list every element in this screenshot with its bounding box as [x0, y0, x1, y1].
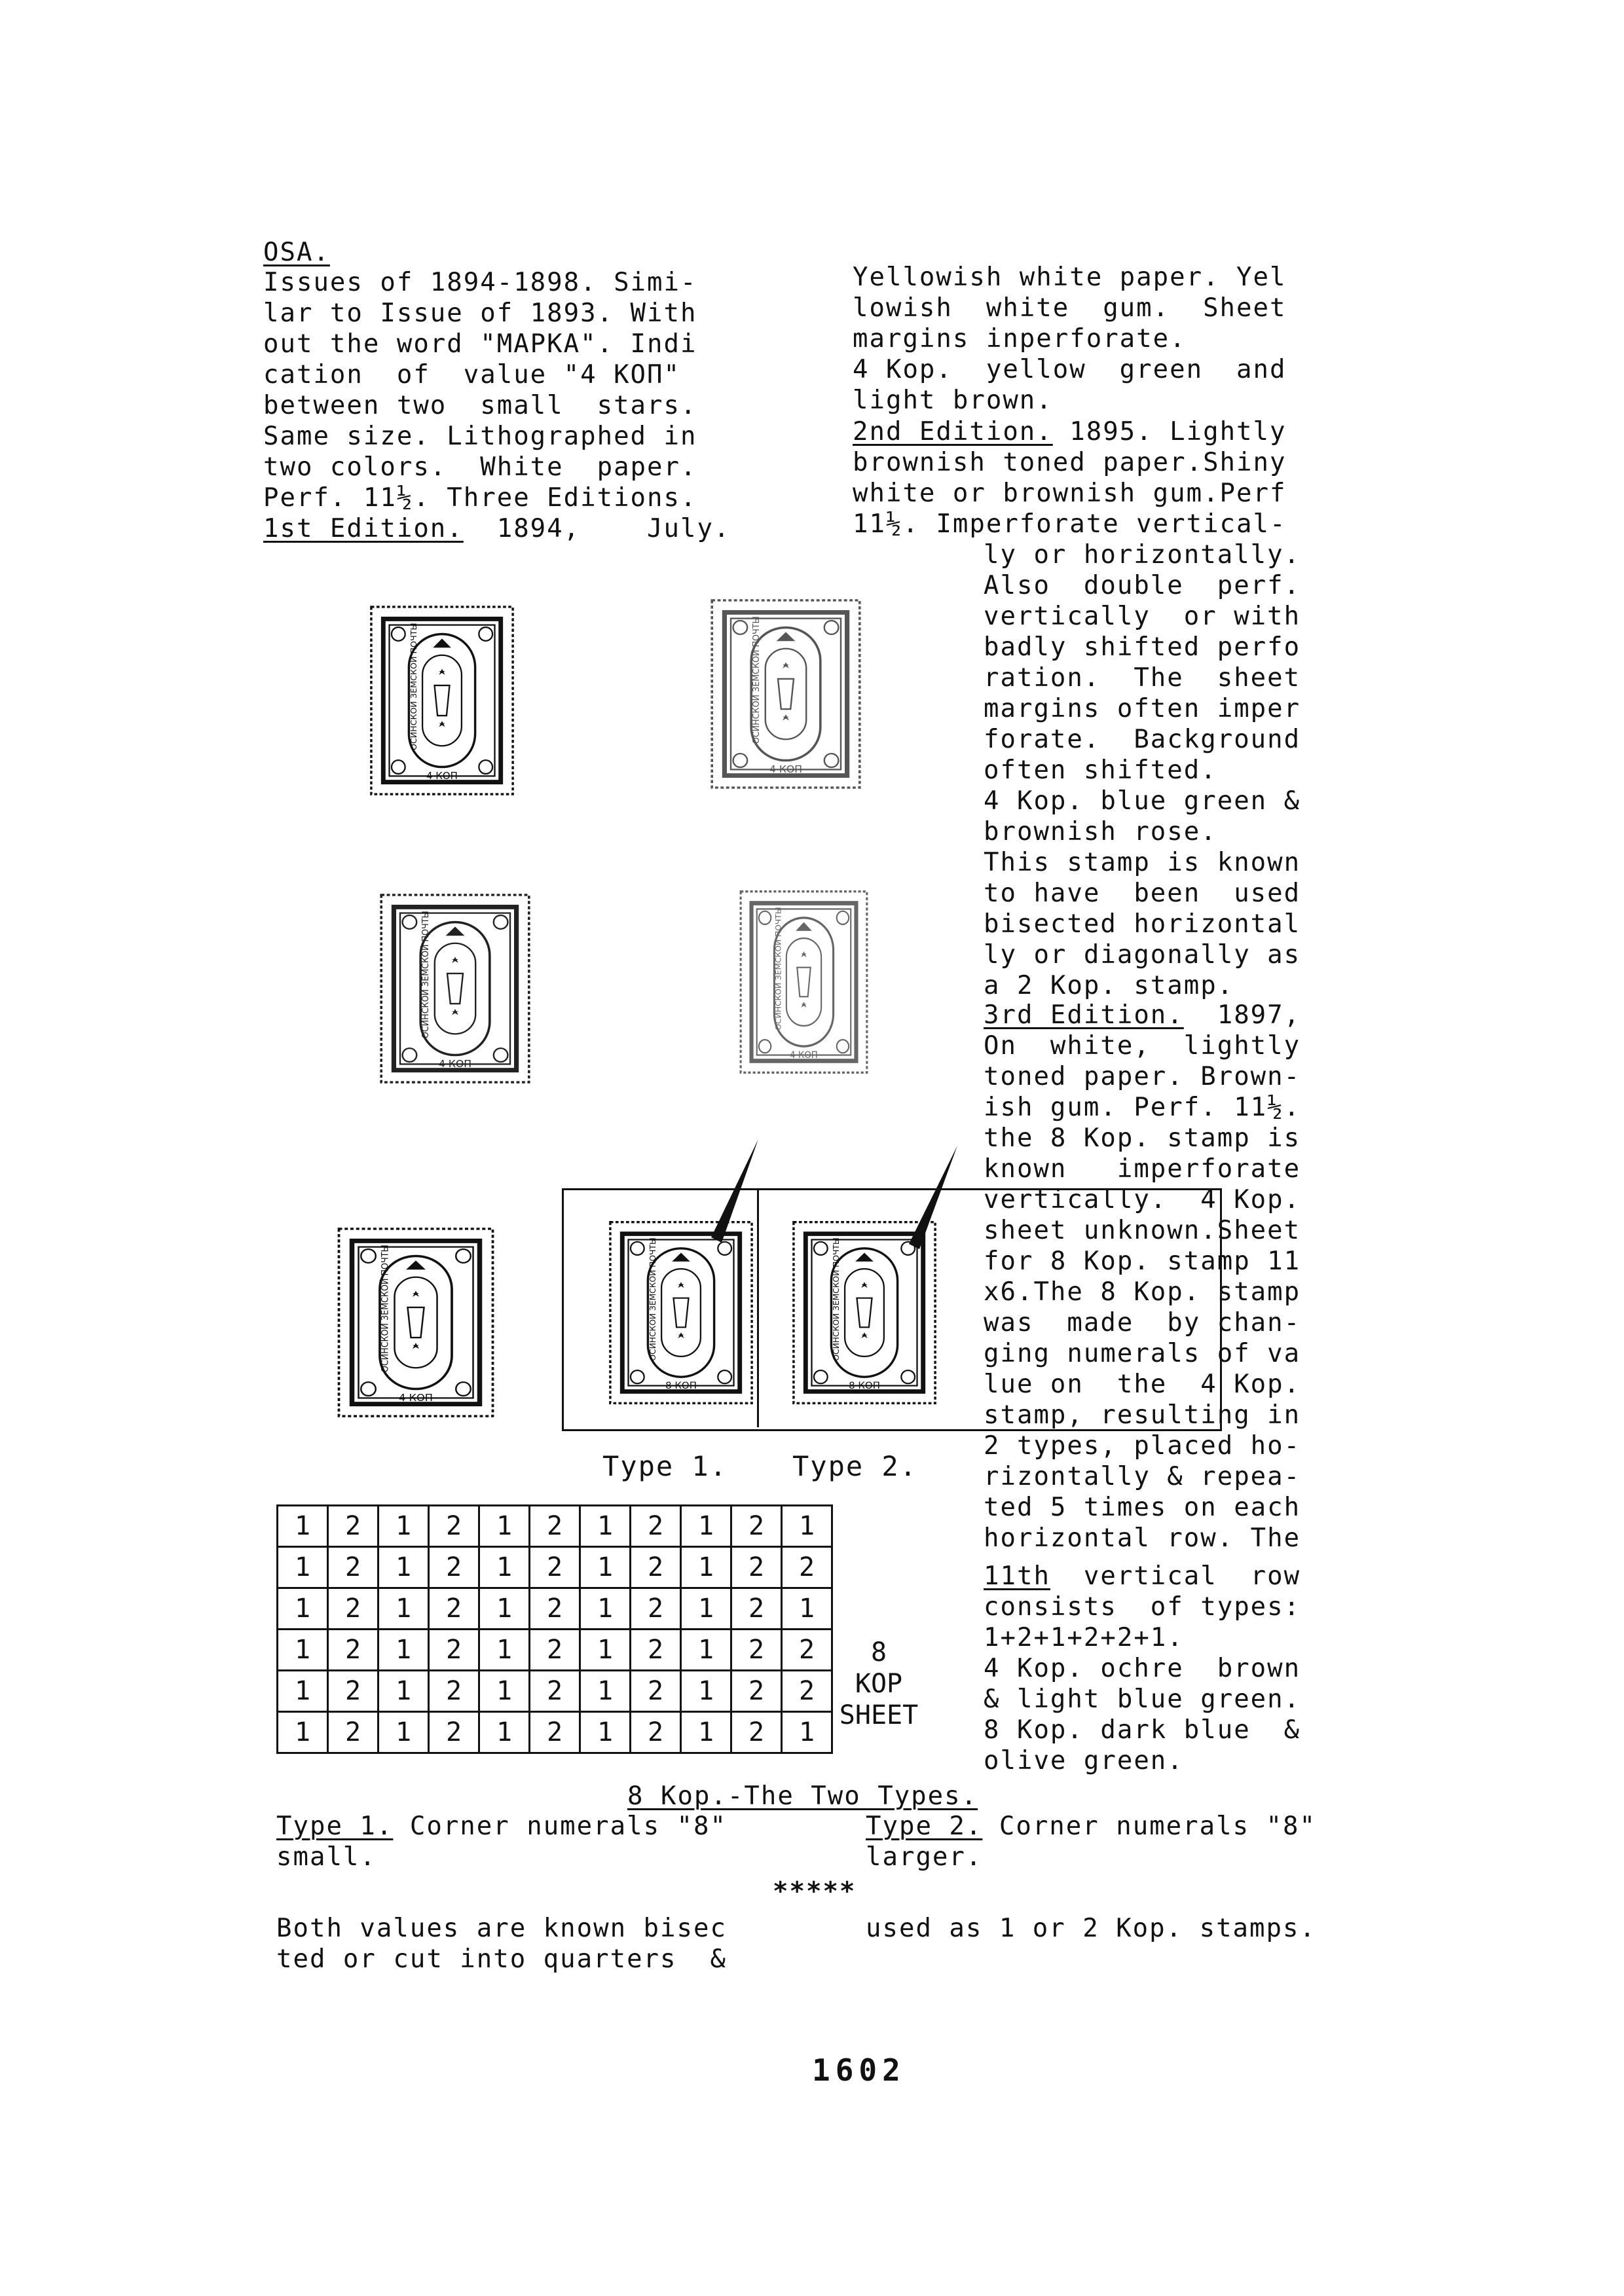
sheet-cell: 2 — [328, 1630, 378, 1671]
text-line: brownish toned paper.Shiny — [853, 448, 1287, 477]
sheet-cell: 2 — [530, 1588, 580, 1630]
sheet-row — [278, 1671, 832, 1712]
type1-label: Type 1. — [276, 1812, 394, 1841]
sheet-cell: 1 — [278, 1547, 328, 1588]
sheet-cell: 2 — [731, 1588, 782, 1630]
sheet-cell: 2 — [429, 1630, 479, 1671]
sheet-cell: 2 — [429, 1547, 479, 1588]
text-line: often shifted. — [984, 756, 1217, 785]
text-line: Issues of 1894-1898. Simi- — [263, 268, 697, 297]
pointer-arrow-type2-icon — [904, 1146, 963, 1264]
stamp-inscription-text: ОСИНСКОЙ ЗЕМСКОЙ ПОЧТЫ — [830, 1237, 841, 1361]
sheet-label-value: 8 — [870, 1637, 887, 1667]
text-line: badly shifted perfo — [984, 632, 1301, 662]
text-line: 4 Kop. blue green & — [984, 786, 1301, 816]
stamp-inscription-text: ОСИНСКОЙ ЗЕМСКОЙ ПОЧТЫ — [647, 1237, 657, 1361]
sheet-cell: 1 — [378, 1547, 429, 1588]
sheet-cell: 1 — [580, 1712, 631, 1753]
sheet-cell: 2 — [328, 1547, 378, 1588]
sheet-cell: 1 — [782, 1506, 832, 1547]
footer-left-1: Both values are known bisec — [276, 1914, 727, 1943]
sheet-row — [278, 1630, 832, 1671]
sheet-cell: 2 — [631, 1630, 681, 1671]
text-line: This stamp is known — [984, 848, 1301, 877]
sheet-cell: 1 — [681, 1547, 731, 1588]
stamp-value-text: 4 КОП — [790, 1049, 818, 1061]
sheet-row — [278, 1506, 832, 1547]
sheet-cell: 1 — [479, 1671, 530, 1712]
sheet-cell: 2 — [429, 1671, 479, 1712]
edition2-label: 2nd Edition. — [853, 417, 1053, 446]
sheet-label-word: SHEET — [839, 1700, 919, 1730]
text-line: ly or diagonally as — [984, 940, 1301, 970]
sheet-cell: 1 — [681, 1630, 731, 1671]
text-line: toned paper. Brown- — [984, 1062, 1301, 1091]
edition1-label: 1st Edition. — [263, 514, 464, 543]
stamp-inscription-text: ОСИНСКОЙ ЗЕМСКОЙ ПОЧТЫ — [380, 1245, 391, 1373]
text-line: white or brownish gum.Perf — [853, 479, 1287, 508]
sheet-cell: 1 — [681, 1671, 731, 1712]
sheet-row — [278, 1712, 832, 1753]
type2-caption: Type 2. — [792, 1450, 918, 1482]
text-line: for 8 Kop. stamp 11 — [984, 1247, 1301, 1276]
edition3-label: 3rd Edition. — [984, 1000, 1184, 1030]
eleventh-rest: vertical row — [1050, 1561, 1301, 1591]
sheet-cell: 1 — [378, 1588, 429, 1630]
sheet-cell: 2 — [530, 1547, 580, 1588]
sheet-cell: 1 — [782, 1588, 832, 1630]
text-line: was made by chan- — [984, 1308, 1301, 1338]
text-line: lue on the 4 Kop. — [984, 1370, 1301, 1399]
text-line: 11½. Imperforate vertical- — [853, 509, 1287, 539]
sheet-cell: 1 — [278, 1671, 328, 1712]
sheet-cell: 1 — [278, 1588, 328, 1630]
sheet-cell: 1 — [479, 1588, 530, 1630]
stamp-4kop-edition2-b — [737, 887, 871, 1077]
sheet-cell: 1 — [681, 1506, 731, 1547]
sheet-cell: 1 — [378, 1671, 429, 1712]
stamp-4kop-edition1-a — [367, 602, 517, 799]
sheet-row — [278, 1547, 832, 1588]
sheet-cell: 2 — [429, 1588, 479, 1630]
text-line: forate. Background — [984, 725, 1301, 754]
type2-label: Type 2. — [866, 1812, 983, 1841]
text-line: margins often imper — [984, 694, 1301, 723]
separator-stars: ***** — [773, 1877, 857, 1906]
sheet-cell: 1 — [580, 1671, 631, 1712]
sheet-row — [278, 1588, 832, 1630]
sheet-label-unit: KOP — [855, 1669, 903, 1699]
text-line: horizontal row. The — [984, 1523, 1301, 1553]
sheet-cell: 2 — [530, 1630, 580, 1671]
text-line: rizontally & repea- — [984, 1462, 1301, 1491]
stamp-value-text: 8 КОП — [849, 1380, 880, 1391]
edition2-date: 1895. Lightly — [1052, 417, 1287, 446]
sheet-cell: 2 — [782, 1671, 832, 1712]
sheet-cell: 2 — [328, 1506, 378, 1547]
sheet-cell: 1 — [580, 1588, 631, 1630]
sheet-cell: 2 — [731, 1712, 782, 1753]
sheet-cell: 2 — [782, 1547, 832, 1588]
type1-caption: Type 1. — [602, 1450, 728, 1482]
sheet-cell: 2 — [429, 1712, 479, 1753]
sheet-cell: 1 — [479, 1712, 530, 1753]
sheet-cell: 1 — [378, 1506, 429, 1547]
stamp-value-text: 4 КОП — [439, 1058, 471, 1070]
sheet-cell: 1 — [378, 1712, 429, 1753]
text-line: Same size. Lithographed in — [263, 422, 697, 451]
text-line: Yellowish white paper. Yel — [853, 263, 1287, 292]
text-line: 4 Kop. yellow green and — [853, 355, 1287, 384]
footer-left-2: ted or cut into quarters & — [276, 1944, 727, 1974]
stamp-inscription-text: ОСИНСКОЙ ЗЕМСКОЙ ПОЧТЫ — [408, 623, 418, 751]
sheet-cell: 2 — [731, 1630, 782, 1671]
text-line: a 2 Kop. stamp. — [984, 971, 1234, 1000]
text-line: cation of value "4 KOП" — [263, 360, 680, 390]
sheet-cell: 2 — [631, 1671, 681, 1712]
text-line: lowish white gum. Sheet — [853, 293, 1287, 323]
edition1-date: 1894, July. — [463, 514, 731, 543]
text-line: light brown. — [853, 386, 1053, 415]
text-line: vertically or with — [984, 602, 1301, 631]
stamp-value-text: 4 КОП — [426, 769, 458, 782]
sheet-cell: 2 — [328, 1712, 378, 1753]
sheet-cell: 2 — [429, 1506, 479, 1547]
sheet-cell: 1 — [580, 1630, 631, 1671]
type2-description — [866, 1811, 1316, 1842]
text-line: out the word "MAPKA". Indi — [263, 329, 697, 359]
sheet-cell: 1 — [278, 1506, 328, 1547]
stamp-4kop-edition1-b — [707, 596, 864, 792]
sheet-cell: 2 — [731, 1547, 782, 1588]
text-line: ted 5 times on each — [984, 1493, 1301, 1522]
stamp-value-text: 4 КОП — [398, 1391, 434, 1404]
stamp-inscription-text: ОСИНСКОЙ ЗЕМСКОЙ ПОЧТЫ — [420, 911, 432, 1039]
eleventh-label: 11th — [984, 1561, 1050, 1591]
page-number: 1602 — [812, 2052, 906, 2088]
sheet-layout-table — [276, 1504, 833, 1754]
type2-text: Corner numerals "8" — [982, 1812, 1316, 1841]
type2-description-cont: larger. — [866, 1842, 983, 1872]
sheet-cell: 2 — [782, 1630, 832, 1671]
sheet-cell: 1 — [782, 1712, 832, 1753]
sheet-cell: 1 — [681, 1588, 731, 1630]
text-line: margins inperforate. — [853, 324, 1187, 354]
stamp-4kop-edition2-a — [377, 890, 534, 1087]
text-line: Also double perf. — [984, 571, 1301, 600]
text-line: & light blue green. — [984, 1685, 1301, 1714]
text-line: bisected horizontal — [984, 909, 1301, 939]
sheet-cell: 1 — [278, 1630, 328, 1671]
sheet-cell: 2 — [631, 1588, 681, 1630]
text-line: Perf. 11½. Three Editions. — [263, 483, 697, 513]
sheet-cell: 1 — [479, 1506, 530, 1547]
type1-description — [276, 1811, 727, 1842]
text-line: brownish rose. — [984, 817, 1217, 847]
sheet-cell: 1 — [278, 1712, 328, 1753]
text-line: ging numerals of va — [984, 1339, 1301, 1368]
text-line: lar to Issue of 1893. With — [263, 299, 697, 328]
text-line: ration. The sheet — [984, 663, 1301, 693]
text-line: sheet unknown.Sheet — [984, 1216, 1301, 1245]
stamp-value-text: 8 КОП — [665, 1380, 697, 1391]
type1-text: Corner numerals "8" — [393, 1812, 727, 1841]
text-line: 1+2+1+2+2+1. — [984, 1623, 1184, 1652]
stamp-value-text: 4 КОП — [769, 763, 802, 775]
text-line: olive green. — [984, 1746, 1184, 1776]
sheet-cell: 2 — [631, 1506, 681, 1547]
sheet-cell: 1 — [580, 1506, 631, 1547]
text-line: 4 Kop. ochre brown — [984, 1654, 1301, 1683]
sheet-cell: 2 — [328, 1671, 378, 1712]
sheet-cell: 1 — [479, 1547, 530, 1588]
text-line: between two small stars. — [263, 391, 697, 420]
footer-right-1: used as 1 or 2 Kop. stamps. — [866, 1914, 1316, 1943]
sheet-cell: 2 — [530, 1712, 580, 1753]
text-line: consists of types: — [984, 1592, 1301, 1622]
text-line: 2 types, placed ho- — [984, 1431, 1301, 1461]
sheet-cell: 1 — [378, 1630, 429, 1671]
text-line: ly or horizontally. — [984, 540, 1301, 570]
sheet-cell: 2 — [631, 1712, 681, 1753]
pointer-arrow-type1-icon — [707, 1139, 766, 1257]
sheet-cell: 1 — [580, 1547, 631, 1588]
stamp-inscription-text: ОСИНСКОЙ ЗЕМСКОЙ ПОЧТЫ — [774, 907, 783, 1030]
text-line: the 8 Kop. stamp is — [984, 1123, 1301, 1153]
text-line: to have been used — [984, 879, 1301, 908]
edition1-line — [263, 513, 730, 544]
sheet-cell: 2 — [731, 1671, 782, 1712]
sheet-label — [826, 1637, 931, 1731]
section-title: OSA. — [263, 238, 330, 267]
text-line: 8 Kop. dark blue & — [984, 1715, 1301, 1745]
stamp-inscription-text: ОСИНСКОЙ ЗЕМСКОЙ ПОЧТЫ — [751, 616, 762, 744]
sheet-cell: 2 — [731, 1506, 782, 1547]
sheet-cell: 1 — [681, 1712, 731, 1753]
sheet-cell: 2 — [631, 1547, 681, 1588]
sheet-cell: 1 — [479, 1630, 530, 1671]
edition2-line — [853, 416, 1287, 447]
text-line: On white, lightly — [984, 1031, 1301, 1061]
types-heading: 8 Kop.-The Two Types. — [627, 1781, 978, 1811]
sheet-cell: 2 — [328, 1588, 378, 1630]
text-line: ish gum. Perf. 11½. — [984, 1093, 1301, 1122]
text-line: vertically. 4 Kop. — [984, 1185, 1301, 1214]
sheet-cell: 2 — [530, 1506, 580, 1547]
text-line: stamp, resulting in — [984, 1400, 1301, 1430]
eleventh-row-line — [984, 1561, 1301, 1592]
text-line: two colors. White paper. — [263, 452, 697, 482]
stamp-4kop-edition3 — [334, 1224, 498, 1421]
sheet-cell: 2 — [530, 1671, 580, 1712]
edition3-line — [984, 1000, 1301, 1030]
type1-description-cont: small. — [276, 1842, 377, 1872]
text-line: x6.The 8 Kop. stamp — [984, 1277, 1301, 1307]
text-line: known imperforate — [984, 1154, 1301, 1184]
edition3-date: 1897, — [1183, 1000, 1301, 1030]
